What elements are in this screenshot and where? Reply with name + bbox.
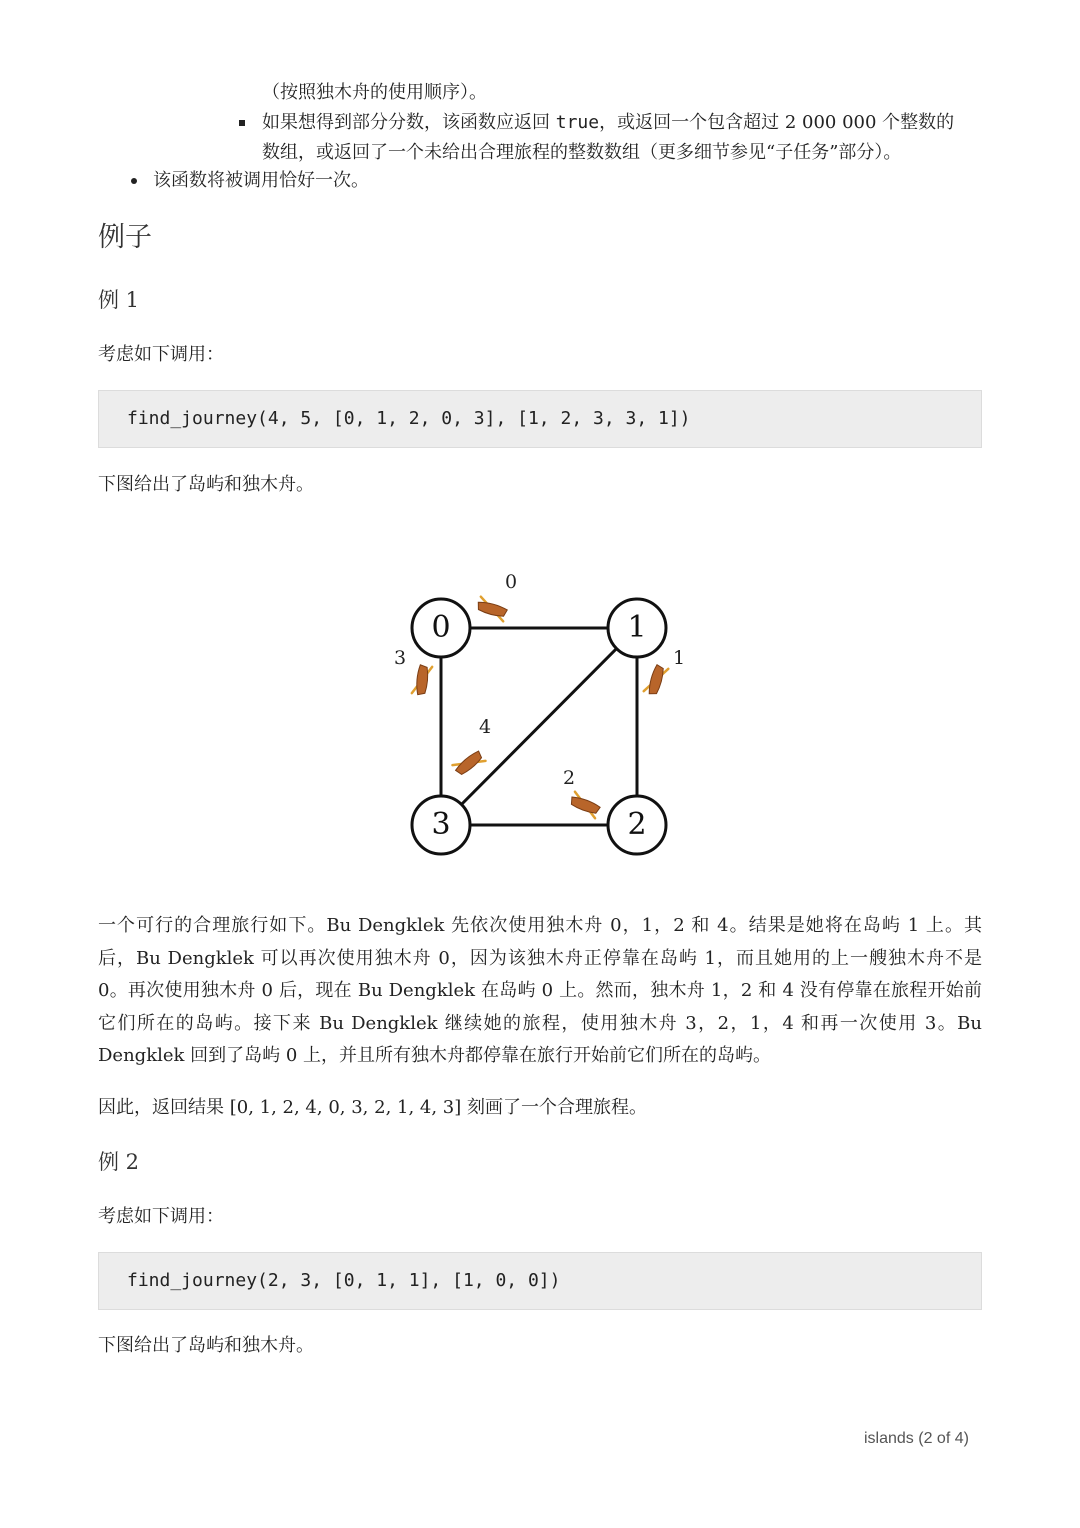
square-bullet [239, 120, 245, 126]
island-label-3: 3 [431, 807, 451, 842]
canoe-hull-2 [569, 795, 601, 815]
canoe-label-2: 2 [562, 767, 576, 789]
canoe-3 [412, 664, 433, 695]
canoe-hull-1 [647, 664, 665, 696]
example1-explanation-line-2: 后，Bu Dengklek 可以再次使用独木舟 0，因为该独木舟正停靠在岛屿 1，而且她用的上一艘独木舟不是 [98, 947, 982, 969]
example1-explanation-line-3: 0。再次使用独木舟 0 后，现在 Bu Dengklek 在岛屿 0 上。然而，独木舟 1，2 和 4 没有停靠在旅程开始前 [98, 980, 982, 1001]
example2-title: 例 2 [98, 1150, 140, 1174]
graph-edges [441, 628, 637, 825]
canoe-0 [475, 596, 509, 621]
canoe-2 [568, 791, 602, 818]
example1-explanation-line-1: 一个可行的合理旅行如下。Bu Dengklek 先依次使用独木舟 0，1，2 和 4。结果是她将在岛屿 1 上。其 [98, 915, 982, 936]
bullet-called-once: 该函数将被调用恰好一次。 [153, 170, 369, 191]
example2-code-block: find_journey(2, 3, [0, 1, 1], [1, 0, 0]) [98, 1252, 982, 1310]
example1-title: 例 1 [98, 288, 140, 312]
edge-3-1 [441, 628, 637, 825]
list-continuation: （按照独木舟的使用顺序）。 [262, 82, 487, 103]
canoe-label-3: 3 [393, 647, 407, 669]
example1-conclusion: 因此，返回结果 [0, 1, 2, 4, 0, 3, 2, 1, 4, 3] 刻画了一个合理旅程。 [98, 1097, 647, 1118]
page-footer: islands (2 of 4) [864, 1430, 969, 1447]
canoe-1 [643, 663, 668, 697]
island-label-2: 2 [627, 807, 647, 842]
canoe-label-4: 4 [478, 716, 492, 738]
canoe-hull-0 [476, 600, 508, 618]
round-bullet [131, 178, 137, 184]
example1-intro: 考虑如下调用： [98, 344, 224, 365]
example1-explanation-line-5: Dengklek 回到了岛屿 0 上，并且所有独木舟都停靠在旅行开始前它们所在的岛屿。 [98, 1045, 772, 1066]
example1-explanation-line-4: 它们所在的岛屿。接下来 Bu Dengklek 继续她的旅程，使用独木舟 3，2，1，4 和再一次使用 3。Bu [98, 1012, 982, 1034]
canoe-4 [452, 746, 487, 779]
sub-bullet-line-2: 数组，或返回了一个未给出合理旅程的整数数组（更多细节参见“子任务”部分）。 [262, 142, 902, 163]
canoe-label-1: 1 [672, 647, 686, 669]
section-title: 例子 [98, 222, 152, 253]
island-label-0: 0 [431, 610, 451, 645]
island-label-1: 1 [627, 610, 647, 645]
example2-caption: 下图给出了岛屿和独木舟。 [98, 1335, 314, 1356]
sub-bullet-line-1: 如果想得到部分分数，该函数应返回 true，或返回一个包含超过 2 000 000 个整数的 [262, 112, 955, 133]
canoe-hull-3 [416, 665, 429, 696]
islands-graph [380, 560, 700, 870]
example1-code-block: find_journey(4, 5, [0, 1, 2, 0, 3], [1, 2, 3, 3, 1]) [98, 390, 982, 448]
example2-intro: 考虑如下调用： [98, 1206, 224, 1227]
code-true: true [555, 112, 600, 133]
example1-caption: 下图给出了岛屿和独木舟。 [98, 474, 314, 495]
canoe-label-0: 0 [504, 571, 518, 593]
